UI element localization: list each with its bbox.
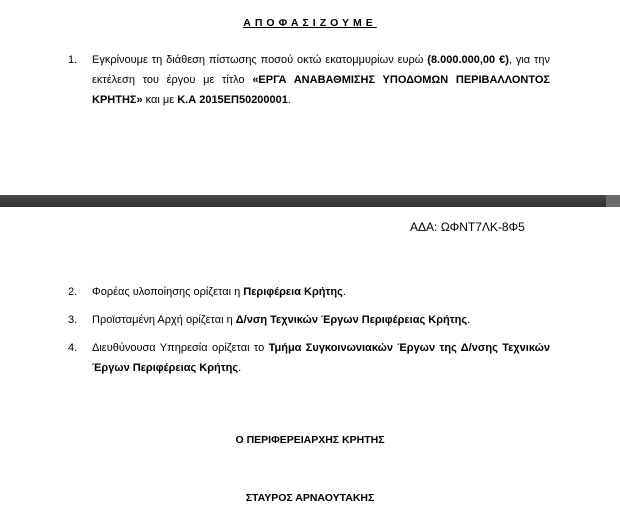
item-text-part: Προϊσταμένη Αρχή ορίζεται η — [92, 314, 236, 326]
item-text-part: . — [287, 94, 291, 106]
list-item-3 — [0, 310, 620, 330]
budget-code: Κ.Α 2015ΕΠ50200001 — [177, 94, 288, 106]
item-bold-text: Περιφέρεια Κρήτης — [243, 286, 343, 298]
item-text — [92, 310, 550, 330]
item-text-part: για την εκτέλεση του έργου με τίτλο — [92, 54, 550, 86]
item-bold-text: Δ/νση Τεχνικών Έργων Περιφέρειας Κρήτης — [235, 314, 468, 326]
decision-heading: ΑΠΟΦΑΣΙΖΟΥΜΕ — [243, 17, 377, 29]
item-text-part: . — [467, 314, 471, 326]
list-item-2 — [0, 282, 620, 302]
page-separator — [0, 195, 620, 207]
item-text-part: Φορέας υλοποίησης ορίζεται η — [92, 286, 244, 298]
item-number: 1. — [68, 54, 78, 66]
item-text — [92, 338, 550, 378]
ada-code: ΑΔΑ: ΩΦΝΤ7ΛΚ-8Φ5 — [410, 220, 525, 234]
item-text-part: Εγκρίνουμε τη διάθεση πίστωσης ποσού οκτώ εκατομμυρίων ευρώ — [92, 54, 428, 66]
list-item-1 — [0, 50, 620, 110]
item-number: 3. — [68, 314, 78, 326]
item-text — [92, 50, 550, 110]
item-text-part: Διευθύνουσα Υπηρεσία ορίζεται το — [92, 342, 269, 354]
signatory-title: Ο ΠΕΡΙΦΕΡΕΙΑΡΧΗΣ ΚΡΗΤΗΣ — [235, 434, 385, 446]
list-item-4 — [0, 338, 620, 378]
item-text-part: και με — [142, 94, 178, 106]
project-title: «ΕΡΓΑ ΑΝΑΒΑΘΜΙΣΗΣ ΥΠΟΔΟΜΩΝ ΠΕΡΙΒΑΛΛΟΝΤΟΣ ΚΡΗΤΗΣ» — [92, 74, 550, 106]
item-number: 2. — [68, 286, 78, 298]
item-text-part: . — [342, 286, 346, 298]
amount-value: (8.000.000,00 €) — [427, 54, 509, 66]
document-page-top — [0, 0, 620, 195]
item-text — [92, 282, 550, 302]
item-number: 4. — [68, 342, 78, 354]
signatory-name: ΣΤΑΥΡΟΣ ΑΡΝΑΟΥΤΑΚΗΣ — [245, 492, 375, 504]
item-text-part: . — [238, 362, 242, 374]
item-text-part: , — [508, 54, 512, 66]
item-bold-text: Τμήμα Συγκοινωνιακών Έργων της Δ/νσης Τεχνικών Έργων Περιφέρειας Κρήτης — [92, 342, 550, 374]
